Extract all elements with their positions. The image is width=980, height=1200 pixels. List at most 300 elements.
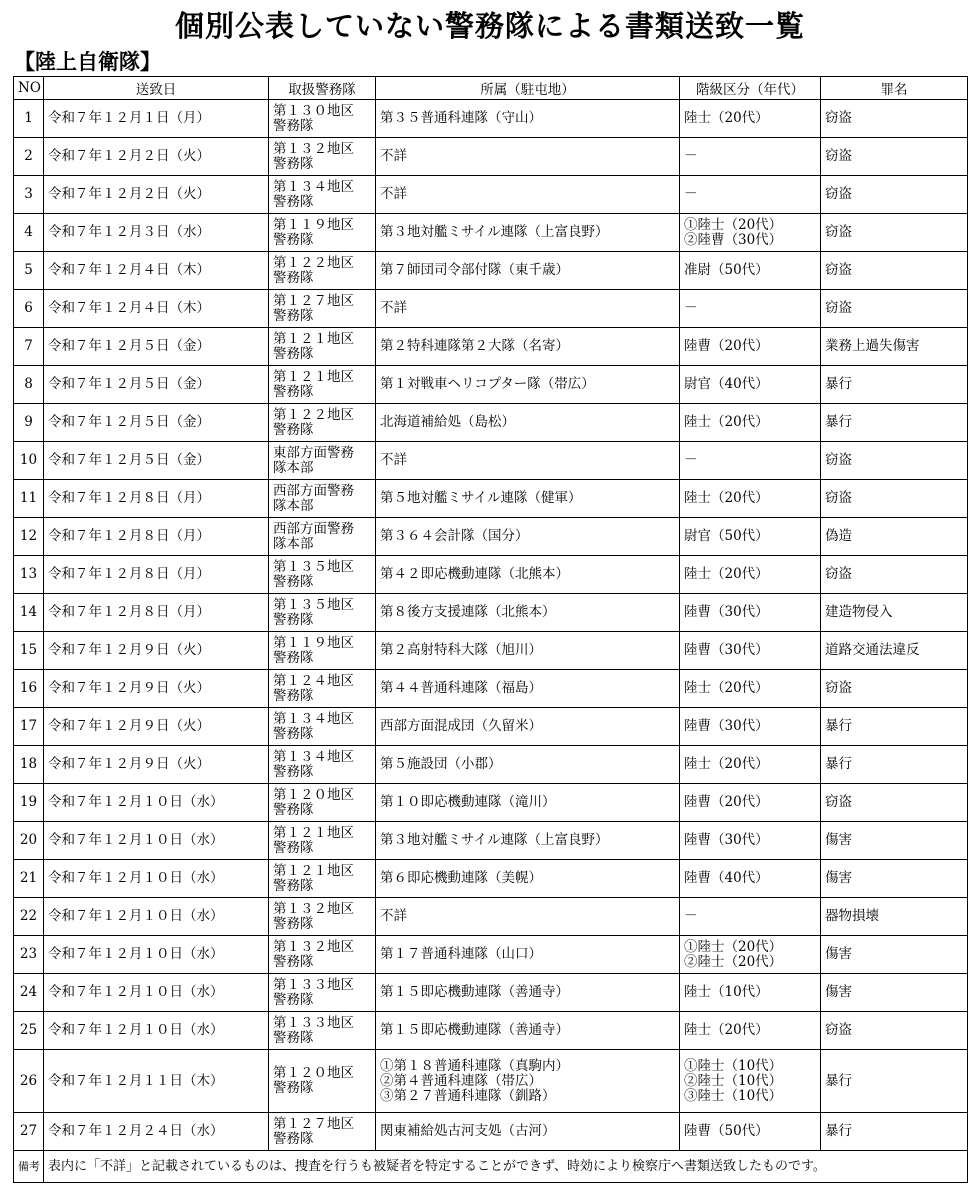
cell-rank-line: ②陸士（20代） — [684, 953, 783, 970]
cell-rank-line: 陸士（10代） — [684, 984, 769, 1000]
cell-crime: 窃盗 — [821, 138, 968, 176]
cell-rank — [680, 556, 821, 594]
cell-affiliation-line: 関東補給処古河支処（古河） — [380, 1123, 556, 1139]
cell-affiliation-line: 不詳 — [380, 148, 407, 164]
cell-affiliation-line: 不詳 — [380, 186, 407, 202]
cell-affiliation-line: 不詳 — [380, 908, 407, 924]
cell-affiliation — [376, 214, 680, 252]
cell-rank — [680, 974, 821, 1012]
cell-rank-line: 尉官（50代） — [684, 528, 769, 544]
cell-affiliation — [376, 974, 680, 1012]
cell-affiliation — [376, 784, 680, 822]
cell-unit-line: 第１１９地区 — [273, 216, 354, 233]
cell-crime: 道路交通法違反 — [821, 632, 968, 670]
table-row — [14, 860, 968, 898]
cell-unit — [269, 480, 376, 518]
cell-affiliation-line: 北海道補給処（島松） — [380, 414, 515, 430]
cell-affiliation-line: 第１５即応機動連隊（善通寺） — [380, 1022, 569, 1038]
table-row — [14, 176, 968, 214]
cell-unit-line: 東部方面警務 — [273, 444, 354, 461]
cell-rank — [680, 252, 821, 290]
cell-rank-line: ②陸士（10代） — [684, 1072, 783, 1089]
cell-date: 令和７年１２月５日（金） — [44, 366, 269, 404]
cell-rank-line: 陸曹（20代） — [684, 338, 769, 354]
cell-rank — [680, 860, 821, 898]
cell-unit — [269, 442, 376, 480]
cell-affiliation — [376, 708, 680, 746]
cell-date: 令和７年１２月３日（水） — [44, 214, 269, 252]
cell-rank — [680, 138, 821, 176]
cell-rank — [680, 404, 821, 442]
cell-rank-line: 陸曹（30代） — [684, 642, 769, 658]
cell-unit — [269, 1113, 376, 1151]
cell-rank-line: 陸曹（20代） — [684, 794, 769, 810]
cell-unit-line: 第１２０地区 — [273, 786, 354, 803]
table-row — [14, 328, 968, 366]
cell-rank — [680, 100, 821, 138]
cell-unit-line: 警務隊 — [273, 953, 314, 970]
cell-unit-line: 警務隊 — [273, 345, 314, 362]
cell-crime: 窃盗 — [821, 784, 968, 822]
cell-no: 5 — [14, 252, 44, 290]
cell-affiliation — [376, 822, 680, 860]
cell-no: 27 — [14, 1113, 44, 1151]
cell-rank-line: － — [684, 908, 698, 924]
cell-rank-line: ①陸士（20代） — [684, 216, 783, 233]
table-row — [14, 1113, 968, 1151]
cell-affiliation-line: 第４４普通科連隊（福島） — [380, 680, 542, 696]
table-row — [14, 404, 968, 442]
cell-crime: 傷害 — [821, 860, 968, 898]
table-row — [14, 214, 968, 252]
cell-crime: 暴行 — [821, 404, 968, 442]
cell-unit-line: 第１２０地区 — [273, 1065, 354, 1081]
cell-unit — [269, 898, 376, 936]
cell-no: 12 — [14, 518, 44, 556]
cell-unit-line: 警務隊 — [273, 839, 314, 856]
table-row — [14, 670, 968, 708]
cell-unit-line: 警務隊 — [273, 1029, 314, 1046]
cell-unit-line: 第１２７地区 — [273, 1115, 354, 1132]
cell-affiliation — [376, 936, 680, 974]
cell-crime: 窃盗 — [821, 214, 968, 252]
cell-no: 1 — [14, 100, 44, 138]
cell-no: 15 — [14, 632, 44, 670]
table-row — [14, 822, 968, 860]
cell-unit — [269, 860, 376, 898]
cell-affiliation — [376, 442, 680, 480]
cell-unit-line: 警務隊 — [273, 117, 314, 134]
cell-no: 8 — [14, 366, 44, 404]
cell-unit-line: 第１３５地区 — [273, 558, 354, 575]
cell-crime: 窃盗 — [821, 100, 968, 138]
cell-date: 令和７年１２月８日（月） — [44, 480, 269, 518]
cell-date: 令和７年１２月４日（木） — [44, 290, 269, 328]
cell-unit-line: 第１２２地区 — [273, 254, 354, 271]
cell-date: 令和７年１２月２日（火） — [44, 176, 269, 214]
cell-affiliation-line: 第１７普通科連隊（山口） — [380, 946, 542, 962]
cell-crime: 傷害 — [821, 936, 968, 974]
cell-rank — [680, 898, 821, 936]
cell-unit-line: 第１２１地区 — [273, 368, 354, 385]
cell-affiliation — [376, 594, 680, 632]
cell-date: 令和７年１２月９日（火） — [44, 632, 269, 670]
cell-unit-line: 第１２７地区 — [273, 292, 354, 309]
cell-affiliation — [376, 1050, 680, 1113]
cell-no: 20 — [14, 822, 44, 860]
cell-unit-line: 警務隊 — [273, 193, 314, 210]
cell-rank-line: 陸曹（30代） — [684, 604, 769, 620]
cell-affiliation-line: 第１５即応機動連隊（善通寺） — [380, 984, 569, 1000]
cell-crime: 窃盗 — [821, 252, 968, 290]
cell-unit-line: 警務隊 — [273, 687, 314, 704]
cell-affiliation — [376, 404, 680, 442]
cell-unit — [269, 290, 376, 328]
table-row — [14, 936, 968, 974]
cell-unit-line: 警務隊 — [273, 269, 314, 286]
cell-rank-line: 准尉（50代） — [684, 262, 769, 278]
cell-unit-line: 警務隊 — [273, 991, 314, 1008]
cell-unit-line: 第１２４地区 — [273, 672, 354, 689]
cell-unit — [269, 746, 376, 784]
table-header-row — [14, 77, 968, 100]
cell-affiliation-line: 第８後方支援連隊（北熊本） — [380, 604, 556, 620]
cell-affiliation-line: 第６即応機動連隊（美幌） — [380, 870, 542, 886]
cell-rank-line: 陸士（20代） — [684, 414, 769, 430]
cell-rank — [680, 1012, 821, 1050]
cell-crime: 窃盗 — [821, 670, 968, 708]
cell-affiliation — [376, 632, 680, 670]
cell-affiliation-line: ②第４普通科連隊（帯広） — [380, 1072, 542, 1089]
cell-rank — [680, 632, 821, 670]
cell-crime: 暴行 — [821, 366, 968, 404]
cell-unit — [269, 176, 376, 214]
cell-no: 9 — [14, 404, 44, 442]
cell-date: 令和７年１２月２４日（水） — [44, 1113, 269, 1151]
table-row — [14, 898, 968, 936]
table-row — [14, 518, 968, 556]
column-header-unit: 取扱警務隊 — [269, 77, 376, 100]
section-heading: 【陸上自衛隊】 — [14, 50, 161, 74]
cell-affiliation — [376, 670, 680, 708]
cell-unit — [269, 404, 376, 442]
page-title: 個別公表していない警務隊による書類送致一覧 — [174, 9, 805, 43]
cell-unit — [269, 632, 376, 670]
cell-affiliation-line: ①第１８普通科連隊（真駒内） — [380, 1057, 569, 1074]
table-row — [14, 290, 968, 328]
cell-unit-line: 第１２１地区 — [273, 862, 354, 879]
cell-date: 令和７年１２月１０日（水） — [44, 1012, 269, 1050]
cell-crime: 偽造 — [821, 518, 968, 556]
cell-affiliation-line: 第２特科連隊第２大隊（名寄） — [380, 338, 569, 354]
cell-date: 令和７年１２月９日（火） — [44, 708, 269, 746]
cell-affiliation — [376, 1113, 680, 1151]
cell-unit-line: 警務隊 — [273, 1080, 314, 1096]
cell-no: 26 — [14, 1050, 44, 1113]
cell-affiliation — [376, 898, 680, 936]
cell-rank-line: － — [684, 300, 698, 316]
table-row — [14, 974, 968, 1012]
cell-unit-line: 警務隊 — [273, 877, 314, 894]
cell-unit — [269, 1050, 376, 1113]
cell-unit-line: 警務隊 — [273, 763, 314, 780]
cell-affiliation — [376, 176, 680, 214]
cell-crime: 窃盗 — [821, 556, 968, 594]
table-row — [14, 594, 968, 632]
cell-crime: 器物損壊 — [821, 898, 968, 936]
table-row — [14, 1012, 968, 1050]
table-row — [14, 632, 968, 670]
cell-rank-line: 陸士（20代） — [684, 756, 769, 772]
cell-affiliation-line: 第５地対艦ミサイル連隊（健軍） — [380, 490, 582, 506]
cell-no: 16 — [14, 670, 44, 708]
cell-rank-line: 陸曹（40代） — [684, 870, 769, 886]
cell-date: 令和７年１２月１０日（水） — [44, 860, 269, 898]
cell-unit — [269, 214, 376, 252]
cell-unit-line: 西部方面警務 — [273, 520, 354, 537]
cell-rank — [680, 784, 821, 822]
table-row — [14, 1050, 968, 1113]
cell-affiliation-line: 第３地対艦ミサイル連隊（上富良野） — [380, 832, 609, 848]
column-header-no: NO — [14, 77, 44, 100]
cell-rank-line: 陸士（20代） — [684, 680, 769, 696]
cell-affiliation-line: ③第２７普通科連隊（釧路） — [380, 1087, 556, 1104]
cell-date: 令和７年１２月２日（火） — [44, 138, 269, 176]
cell-rank — [680, 176, 821, 214]
cell-unit-line: 第１３５地区 — [273, 596, 354, 613]
cell-no: 6 — [14, 290, 44, 328]
cell-crime: 業務上過失傷害 — [821, 328, 968, 366]
cell-unit-line: 第１３０地区 — [273, 102, 354, 119]
cell-date: 令和７年１２月９日（火） — [44, 670, 269, 708]
cell-affiliation-line: 第５施設団（小郡） — [380, 756, 502, 772]
cell-affiliation — [376, 290, 680, 328]
cell-affiliation — [376, 860, 680, 898]
cell-rank — [680, 670, 821, 708]
cell-rank — [680, 442, 821, 480]
cell-crime: 傷害 — [821, 974, 968, 1012]
note-row — [14, 1151, 968, 1183]
table-row — [14, 100, 968, 138]
cell-unit — [269, 708, 376, 746]
table-row — [14, 366, 968, 404]
cell-unit — [269, 252, 376, 290]
cell-date: 令和７年１２月９日（火） — [44, 746, 269, 784]
cell-unit — [269, 1012, 376, 1050]
cell-rank-line: 陸士（20代） — [684, 566, 769, 582]
cell-unit — [269, 100, 376, 138]
cell-unit — [269, 936, 376, 974]
cell-crime: 窃盗 — [821, 1012, 968, 1050]
cell-unit-line: 警務隊 — [273, 801, 314, 818]
referral-table — [13, 76, 968, 1183]
cell-affiliation-line: 第７師団司令部付隊（東千歳） — [380, 262, 569, 278]
cell-affiliation — [376, 138, 680, 176]
cell-rank-line: 尉官（40代） — [684, 376, 769, 392]
cell-no: 19 — [14, 784, 44, 822]
cell-no: 23 — [14, 936, 44, 974]
cell-rank-line: － — [684, 148, 698, 164]
cell-no: 24 — [14, 974, 44, 1012]
cell-rank-line: 陸士（20代） — [684, 490, 769, 506]
column-header-crime: 罪名 — [821, 77, 968, 100]
cell-affiliation-line: 第１対戦車ヘリコプター隊（帯広） — [380, 376, 595, 392]
column-header-rank: 階級区分（年代） — [680, 77, 821, 100]
cell-unit-line: 警務隊 — [273, 649, 314, 666]
cell-rank-line: ①陸士（20代） — [684, 938, 783, 955]
cell-date: 令和７年１２月１０日（水） — [44, 974, 269, 1012]
cell-rank — [680, 1050, 821, 1113]
cell-unit — [269, 822, 376, 860]
cell-rank-line: 陸士（20代） — [684, 110, 769, 126]
cell-rank-line: － — [684, 186, 698, 202]
cell-unit — [269, 328, 376, 366]
cell-unit — [269, 138, 376, 176]
cell-crime: 窃盗 — [821, 480, 968, 518]
cell-rank-line: ③陸士（10代） — [684, 1087, 783, 1104]
cell-rank — [680, 594, 821, 632]
cell-rank — [680, 746, 821, 784]
cell-unit-line: 第１３３地区 — [273, 1014, 354, 1031]
cell-no: 7 — [14, 328, 44, 366]
cell-unit-line: 警務隊 — [273, 1130, 314, 1147]
cell-rank — [680, 518, 821, 556]
cell-unit-line: 第１３４地区 — [273, 178, 354, 195]
cell-unit-line: 警務隊 — [273, 573, 314, 590]
cell-unit-line: 警務隊 — [273, 231, 314, 248]
table-row — [14, 784, 968, 822]
cell-affiliation-line: 不詳 — [380, 300, 407, 316]
cell-date: 令和７年１２月８日（月） — [44, 556, 269, 594]
column-header-affiliation: 所属（駐屯地） — [376, 77, 680, 100]
cell-unit-line: 隊本部 — [273, 535, 314, 552]
cell-unit-line: 西部方面警務 — [273, 482, 354, 499]
cell-unit — [269, 784, 376, 822]
cell-date: 令和７年１２月４日（木） — [44, 252, 269, 290]
cell-rank — [680, 480, 821, 518]
cell-unit — [269, 556, 376, 594]
cell-unit-line: 第１３２地区 — [273, 140, 354, 157]
cell-date: 令和７年１２月１日（月） — [44, 100, 269, 138]
cell-unit-line: 警務隊 — [273, 307, 314, 324]
cell-no: 25 — [14, 1012, 44, 1050]
cell-affiliation — [376, 366, 680, 404]
cell-unit-line: 第１１９地区 — [273, 634, 354, 651]
cell-affiliation-line: 第３６４会計隊（国分） — [380, 528, 529, 544]
cell-rank — [680, 328, 821, 366]
cell-rank-line: － — [684, 452, 698, 468]
cell-rank — [680, 366, 821, 404]
cell-unit — [269, 518, 376, 556]
cell-no: 18 — [14, 746, 44, 784]
table-row — [14, 138, 968, 176]
cell-affiliation-line: 第３地対艦ミサイル連隊（上富良野） — [380, 224, 609, 240]
note-text: 表内に「不詳」と記載されているものは、捜査を行うも被疑者を特定することができず、時効により検察庁へ書類送致したものです。 — [44, 1151, 968, 1183]
cell-affiliation-line: 西部方面混成団（久留米） — [380, 718, 542, 734]
cell-rank — [680, 936, 821, 974]
cell-crime: 窃盗 — [821, 290, 968, 328]
table-row — [14, 746, 968, 784]
cell-no: 14 — [14, 594, 44, 632]
table-body — [14, 100, 968, 1151]
cell-no: 17 — [14, 708, 44, 746]
cell-affiliation — [376, 556, 680, 594]
cell-unit-line: 警務隊 — [273, 611, 314, 628]
cell-affiliation — [376, 518, 680, 556]
cell-date: 令和７年１２月１１日（木） — [44, 1050, 269, 1113]
cell-date: 令和７年１２月８日（月） — [44, 518, 269, 556]
table-row — [14, 252, 968, 290]
cell-affiliation — [376, 1012, 680, 1050]
note-label: 備考 — [14, 1151, 44, 1183]
cell-crime: 建造物侵入 — [821, 594, 968, 632]
cell-affiliation — [376, 100, 680, 138]
cell-date: 令和７年１２月１０日（水） — [44, 822, 269, 860]
cell-unit — [269, 974, 376, 1012]
cell-unit-line: 警務隊 — [273, 155, 314, 172]
cell-unit — [269, 670, 376, 708]
cell-crime: 窃盗 — [821, 442, 968, 480]
cell-date: 令和７年１２月５日（金） — [44, 328, 269, 366]
cell-affiliation — [376, 480, 680, 518]
cell-affiliation — [376, 746, 680, 784]
cell-rank — [680, 290, 821, 328]
cell-date: 令和７年１２月５日（金） — [44, 404, 269, 442]
cell-unit-line: 第１３２地区 — [273, 938, 354, 955]
cell-unit-line: 警務隊 — [273, 725, 314, 742]
cell-affiliation-line: 不詳 — [380, 452, 407, 468]
cell-no: 4 — [14, 214, 44, 252]
cell-rank-line: ①陸士（10代） — [684, 1057, 783, 1074]
cell-crime: 傷害 — [821, 822, 968, 860]
cell-date: 令和７年１２月１０日（水） — [44, 898, 269, 936]
cell-rank — [680, 214, 821, 252]
cell-unit-line: 警務隊 — [273, 421, 314, 438]
cell-crime: 暴行 — [821, 746, 968, 784]
cell-unit-line: 第１２２地区 — [273, 406, 354, 423]
cell-date: 令和７年１２月１０日（水） — [44, 936, 269, 974]
cell-crime: 暴行 — [821, 1050, 968, 1113]
cell-unit-line: 第１２１地区 — [273, 330, 354, 347]
cell-affiliation — [376, 252, 680, 290]
cell-unit-line: 第１３４地区 — [273, 748, 354, 765]
cell-unit-line: 第１３２地区 — [273, 900, 354, 917]
table-row — [14, 442, 968, 480]
cell-crime: 暴行 — [821, 1113, 968, 1151]
cell-date: 令和７年１２月８日（月） — [44, 594, 269, 632]
cell-date: 令和７年１２月１０日（水） — [44, 784, 269, 822]
cell-unit — [269, 594, 376, 632]
cell-rank-line: 陸曹（30代） — [684, 718, 769, 734]
table-row — [14, 556, 968, 594]
cell-affiliation-line: 第１０即応機動連隊（滝川） — [380, 794, 556, 810]
table-row — [14, 480, 968, 518]
cell-unit-line: 警務隊 — [273, 915, 314, 932]
cell-rank — [680, 822, 821, 860]
cell-rank-line: 陸曹（30代） — [684, 832, 769, 848]
cell-unit-line: 隊本部 — [273, 497, 314, 514]
cell-no: 11 — [14, 480, 44, 518]
cell-unit-line: 第１３４地区 — [273, 710, 354, 727]
cell-unit — [269, 366, 376, 404]
cell-rank-line: ②陸曹（30代） — [684, 231, 783, 248]
cell-crime: 窃盗 — [821, 176, 968, 214]
cell-unit-line: 隊本部 — [273, 459, 314, 476]
cell-no: 21 — [14, 860, 44, 898]
cell-rank — [680, 708, 821, 746]
cell-affiliation-line: 第３５普通科連隊（守山） — [380, 110, 542, 126]
cell-affiliation-line: 第２高射特科大隊（旭川） — [380, 642, 542, 658]
